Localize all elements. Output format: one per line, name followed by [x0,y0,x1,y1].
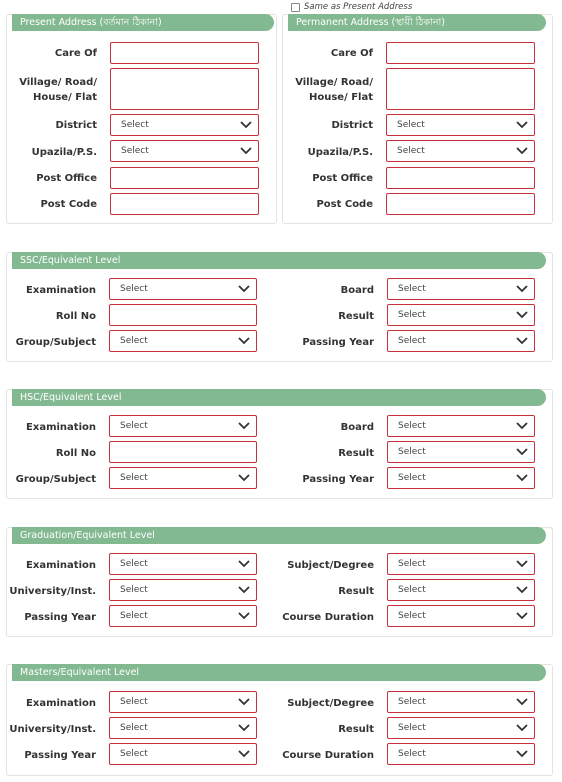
chevron-down-icon [515,310,529,320]
present-village-label-1: Village/ Road/ [19,77,97,88]
masters-duration-value: Select [398,749,426,759]
chevron-down-icon [515,611,529,621]
chevron-down-icon [515,559,529,569]
hsc-result-value: Select [398,447,426,457]
hsc-board-label: Board [340,422,374,433]
graduation-duration-value: Select [398,611,426,621]
graduation-university-label: University/Inst. [9,586,96,597]
ssc-group-value: Select [120,336,148,346]
permanent-village-textarea[interactable] [386,68,535,110]
permanent-village-label-1: Village/ Road/ [295,77,373,88]
hsc-result-select[interactable] [387,441,535,463]
graduation-result-select[interactable] [387,579,535,601]
masters-subject-value: Select [398,697,426,707]
hsc-header: HSC/Equivalent Level [12,389,546,406]
ssc-examination-value: Select [120,284,148,294]
ssc-board-value: Select [398,284,426,294]
permanent-district-label: District [331,120,373,131]
chevron-down-icon [237,336,251,346]
chevron-down-icon [237,611,251,621]
masters-examination-select[interactable] [109,691,257,713]
graduation-passing-year-label: Passing Year [24,612,96,623]
present-post-office-label: Post Office [36,173,97,184]
graduation-university-value: Select [120,585,148,595]
chevron-down-icon [515,336,529,346]
hsc-examination-label: Examination [26,422,96,433]
graduation-subject-label: Subject/Degree [287,560,374,571]
graduation-subject-value: Select [398,559,426,569]
graduation-result-value: Select [398,585,426,595]
present-care-of-label: Care Of [54,48,97,59]
graduation-header: Graduation/Equivalent Level [12,527,546,544]
chevron-down-icon [237,723,251,733]
masters-university-label: University/Inst. [9,724,96,735]
chevron-down-icon [515,146,529,156]
hsc-result-label: Result [338,448,374,459]
hsc-group-value: Select [120,473,148,483]
masters-subject-label: Subject/Degree [287,698,374,709]
ssc-result-label: Result [338,311,374,322]
ssc-header: SSC/Equivalent Level [12,252,546,269]
ssc-examination-select[interactable] [109,278,257,300]
ssc-group-select[interactable] [109,330,257,352]
chevron-down-icon [515,749,529,759]
ssc-examination-label: Examination [26,285,96,296]
hsc-board-value: Select [398,421,426,431]
hsc-board-select[interactable] [387,415,535,437]
permanent-care-of-label: Care Of [330,48,373,59]
hsc-group-select[interactable] [109,467,257,489]
chevron-down-icon [515,697,529,707]
present-village-textarea[interactable] [110,68,259,110]
masters-passing-year-label: Passing Year [24,750,96,761]
permanent-post-code-input[interactable] [386,193,535,215]
present-village-label-2: House/ Flat [32,92,97,103]
present-post-code-label: Post Code [40,199,97,210]
ssc-board-label: Board [340,285,374,296]
permanent-upazila-label: Upazila/P.S. [307,147,373,158]
chevron-down-icon [515,284,529,294]
ssc-passing-year-label: Passing Year [302,337,374,348]
ssc-passing-year-select[interactable] [387,330,535,352]
chevron-down-icon [237,697,251,707]
masters-duration-label: Course Duration [282,750,374,761]
chevron-down-icon [237,473,251,483]
chevron-down-icon [237,559,251,569]
present-district-label: District [55,120,97,131]
present-post-office-input[interactable] [110,167,259,189]
masters-header: Masters/Equivalent Level [12,664,546,681]
permanent-address-header: Permanent Address (স্থায়ী ঠিকানা) [288,14,546,31]
permanent-upazila-value: Select [397,146,425,156]
graduation-examination-label: Examination [26,560,96,571]
chevron-down-icon [237,585,251,595]
permanent-district-select[interactable] [386,114,535,136]
ssc-roll-label: Roll No [55,311,96,322]
permanent-village-label-2: House/ Flat [308,92,373,103]
ssc-board-select[interactable] [387,278,535,300]
present-care-of-input[interactable] [110,42,259,64]
permanent-post-office-label: Post Office [312,173,373,184]
masters-passing-year-select[interactable] [109,743,257,765]
graduation-university-select[interactable] [109,579,257,601]
masters-passing-year-value: Select [120,749,148,759]
chevron-down-icon [515,120,529,130]
masters-subject-select[interactable] [387,691,535,713]
ssc-passing-year-value: Select [398,336,426,346]
hsc-group-label: Group/Subject [15,474,96,485]
present-upazila-select[interactable] [110,140,259,162]
masters-result-select[interactable] [387,717,535,739]
hsc-roll-input[interactable] [109,441,257,463]
graduation-subject-select[interactable] [387,553,535,575]
hsc-passing-year-select[interactable] [387,467,535,489]
hsc-examination-value: Select [120,421,148,431]
graduation-duration-select[interactable] [387,605,535,627]
hsc-roll-label: Roll No [55,448,96,459]
chevron-down-icon [239,120,253,130]
graduation-passing-year-value: Select [120,611,148,621]
same-as-present-label: Same as Present Address [304,2,413,12]
hsc-examination-select[interactable] [109,415,257,437]
masters-duration-select[interactable] [387,743,535,765]
permanent-district-value: Select [397,120,425,130]
graduation-result-label: Result [338,586,374,597]
present-post-code-input[interactable] [110,193,259,215]
masters-result-label: Result [338,724,374,735]
ssc-result-value: Select [398,310,426,320]
hsc-passing-year-value: Select [398,473,426,483]
ssc-roll-input[interactable] [109,304,257,326]
chevron-down-icon [515,447,529,457]
chevron-down-icon [237,284,251,294]
checkbox-icon[interactable] [291,3,300,12]
ssc-result-select[interactable] [387,304,535,326]
masters-examination-value: Select [120,697,148,707]
present-upazila-label: Upazila/P.S. [31,147,97,158]
masters-result-value: Select [398,723,426,733]
chevron-down-icon [237,421,251,431]
ssc-group-label: Group/Subject [15,337,96,348]
masters-examination-label: Examination [26,698,96,709]
chevron-down-icon [515,473,529,483]
permanent-care-of-input[interactable] [386,42,535,64]
permanent-post-code-label: Post Code [316,199,373,210]
permanent-upazila-select[interactable] [386,140,535,162]
masters-university-select[interactable] [109,717,257,739]
graduation-duration-label: Course Duration [282,612,374,623]
chevron-down-icon [237,749,251,759]
present-district-select[interactable] [110,114,259,136]
chevron-down-icon [515,585,529,595]
chevron-down-icon [515,723,529,733]
permanent-post-office-input[interactable] [386,167,535,189]
graduation-examination-select[interactable] [109,553,257,575]
chevron-down-icon [515,421,529,431]
present-address-header: Present Address (বর্তমান ঠিকানা) [12,14,274,31]
graduation-examination-value: Select [120,559,148,569]
present-district-value: Select [121,120,149,130]
graduation-passing-year-select[interactable] [109,605,257,627]
chevron-down-icon [239,146,253,156]
masters-university-value: Select [120,723,148,733]
present-upazila-value: Select [121,146,149,156]
hsc-passing-year-label: Passing Year [302,474,374,485]
